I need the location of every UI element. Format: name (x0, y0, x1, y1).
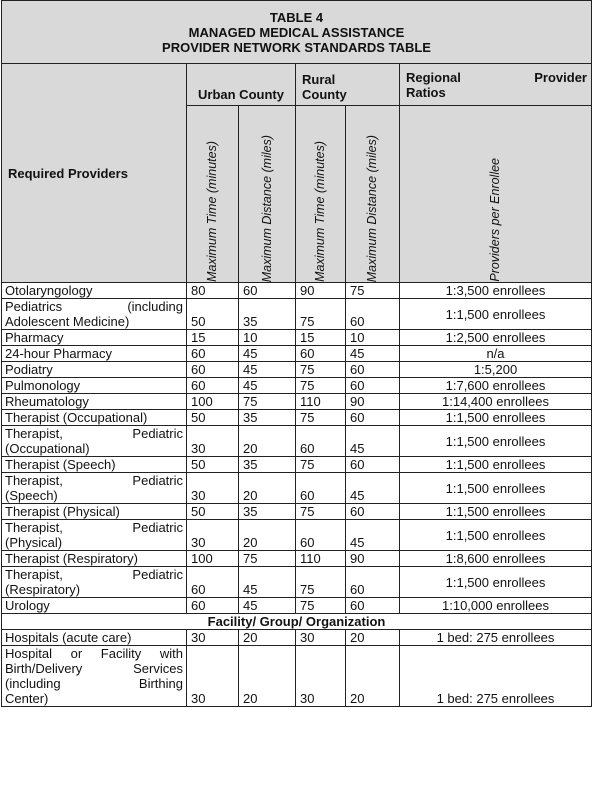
table-row (2, 520, 592, 551)
name-line: (Speech) (5, 488, 58, 503)
table-row (2, 283, 592, 299)
table-row (2, 551, 592, 567)
provider-ratio: 1:1,500 enrollees (400, 299, 592, 330)
urban-time: 30 (187, 520, 239, 551)
table-row (2, 346, 592, 362)
provider-name: Hospitals (acute care) (2, 630, 187, 646)
provider-ratio: 1:14,400 enrollees (400, 394, 592, 410)
providers-per-enrollee-header: Providers per Enrollee (400, 106, 592, 283)
rural-time: 75 (296, 410, 346, 426)
provider-ratio: 1:1,500 enrollees (400, 410, 592, 426)
urban-distance: 45 (239, 378, 296, 394)
rural-distance: 45 (346, 473, 400, 504)
provider-ratio: 1:7,600 enrollees (400, 378, 592, 394)
urban-time: 15 (187, 330, 239, 346)
provider-ratio: 1 bed: 275 enrollees (400, 630, 592, 646)
table-row (2, 457, 592, 473)
table-row (2, 299, 592, 330)
urban-time: 60 (187, 567, 239, 598)
urban-time: 30 (187, 473, 239, 504)
rural-distance: 45 (346, 426, 400, 457)
provider-name (2, 299, 187, 330)
provider-ratio: n/a (400, 346, 592, 362)
table-row (2, 330, 592, 346)
table-row (2, 504, 592, 520)
urban-distance: 75 (239, 551, 296, 567)
name-line: Center) (5, 691, 49, 706)
rural-time: 75 (296, 378, 346, 394)
rural-distance: 45 (346, 346, 400, 362)
rural-distance: 60 (346, 362, 400, 378)
provider-ratio: 1:1,500 enrollees (400, 457, 592, 473)
facility-section-header: Facility/ Group/ Organization (2, 614, 592, 630)
rural-time: 75 (296, 598, 346, 614)
rural-time: 75 (296, 457, 346, 473)
name-line: (Occupational) (5, 441, 90, 456)
name-line: Therapist, Pediatric (5, 520, 183, 535)
rural-time: 60 (296, 473, 346, 504)
urban-time: 30 (187, 426, 239, 457)
urban-county-header: Urban County (187, 64, 296, 106)
name-line: Adolescent Medicine) (5, 314, 130, 329)
name-line: Birth/Delivery Services (5, 661, 183, 676)
urban-max-distance-header: Maximum Distance (miles) (239, 106, 296, 283)
provider-ratio: 1:2,500 enrollees (400, 330, 592, 346)
table-row (2, 598, 592, 614)
rural-time: 60 (296, 346, 346, 362)
title-line-1: TABLE 4 (269, 9, 324, 25)
provider-label: Provider (534, 70, 587, 85)
provider-name: Therapist (Physical) (2, 504, 187, 520)
provider-name: Otolaryngology (2, 283, 187, 299)
urban-max-time-header: Maximum Time (minutes) (187, 106, 239, 283)
urban-distance: 10 (239, 330, 296, 346)
name-line: Therapist, Pediatric (5, 567, 183, 582)
rural-county-header (296, 64, 400, 106)
urban-time: 80 (187, 283, 239, 299)
rural-distance: 90 (346, 551, 400, 567)
table-row (2, 646, 592, 707)
urban-time: 50 (187, 504, 239, 520)
urban-time: 60 (187, 362, 239, 378)
provider-ratio: 1:8,600 enrollees (400, 551, 592, 567)
urban-distance: 20 (239, 630, 296, 646)
rural-time: 75 (296, 567, 346, 598)
urban-time: 100 (187, 551, 239, 567)
urban-time: 60 (187, 378, 239, 394)
rural-distance: 75 (346, 283, 400, 299)
title-line-2: MANAGED MEDICAL ASSISTANCE (188, 24, 405, 40)
rural-distance: 60 (346, 410, 400, 426)
name-line: (including Birthing (5, 676, 183, 691)
urban-distance: 75 (239, 394, 296, 410)
county-label: County (302, 87, 347, 102)
name-line: (Physical) (5, 535, 63, 550)
provider-ratio: 1:5,200 (400, 362, 592, 378)
table-row (2, 567, 592, 598)
urban-distance: 60 (239, 283, 296, 299)
table-row (2, 394, 592, 410)
rural-distance: 20 (346, 646, 400, 707)
table-row (2, 426, 592, 457)
provider-ratio: 1:1,500 enrollees (400, 504, 592, 520)
name-line: Therapist, Pediatric (5, 473, 183, 488)
provider-name: Urology (2, 598, 187, 614)
name-line: (Respiratory) (5, 582, 81, 597)
rural-time: 110 (296, 551, 346, 567)
provider-name: Therapist (Occupational) (2, 410, 187, 426)
table-title (2, 1, 592, 64)
provider-name (2, 520, 187, 551)
urban-distance: 35 (239, 410, 296, 426)
rural-time: 90 (296, 283, 346, 299)
provider-name: Rheumatology (2, 394, 187, 410)
urban-distance: 45 (239, 362, 296, 378)
provider-name: Pharmacy (2, 330, 187, 346)
rural-time: 60 (296, 426, 346, 457)
rural-max-distance-header: Maximum Distance (miles) (346, 106, 400, 283)
rural-distance: 10 (346, 330, 400, 346)
table-row (2, 410, 592, 426)
provider-ratio: 1:1,500 enrollees (400, 473, 592, 504)
table-row (2, 473, 592, 504)
provider-ratio: 1:10,000 enrollees (400, 598, 592, 614)
rural-distance: 45 (346, 520, 400, 551)
rural-distance: 60 (346, 457, 400, 473)
urban-time: 30 (187, 630, 239, 646)
rural-time: 75 (296, 362, 346, 378)
rural-time: 30 (296, 630, 346, 646)
urban-time: 50 (187, 457, 239, 473)
regional-label: Regional (406, 70, 461, 85)
rural-distance: 60 (346, 378, 400, 394)
rural-distance: 90 (346, 394, 400, 410)
rural-time: 15 (296, 330, 346, 346)
urban-time: 100 (187, 394, 239, 410)
urban-distance: 35 (239, 299, 296, 330)
urban-time: 50 (187, 299, 239, 330)
rural-distance: 60 (346, 598, 400, 614)
table-row (2, 362, 592, 378)
rural-max-time-header: Maximum Time (minutes) (296, 106, 346, 283)
rural-distance: 60 (346, 299, 400, 330)
urban-distance: 45 (239, 567, 296, 598)
urban-distance: 35 (239, 504, 296, 520)
urban-time: 50 (187, 410, 239, 426)
provider-name: Pulmonology (2, 378, 187, 394)
rural-distance: 60 (346, 567, 400, 598)
provider-ratio: 1:1,500 enrollees (400, 426, 592, 457)
provider-name (2, 567, 187, 598)
network-standards-table (1, 0, 592, 707)
title-line-3: PROVIDER NETWORK STANDARDS TABLE (162, 39, 431, 55)
regional-ratios-header (400, 64, 592, 106)
urban-time: 30 (187, 646, 239, 707)
provider-ratio: 1 bed: 275 enrollees (400, 646, 592, 707)
name-line: Therapist, Pediatric (5, 426, 183, 441)
table-row (2, 630, 592, 646)
rural-time: 75 (296, 504, 346, 520)
rural-time: 30 (296, 646, 346, 707)
urban-distance: 20 (239, 473, 296, 504)
provider-ratio: 1:3,500 enrollees (400, 283, 592, 299)
urban-time: 60 (187, 598, 239, 614)
name-line: Hospital or Facility with (5, 646, 183, 661)
provider-name: Therapist (Speech) (2, 457, 187, 473)
urban-distance: 20 (239, 646, 296, 707)
rural-time: 60 (296, 520, 346, 551)
urban-distance: 45 (239, 598, 296, 614)
urban-distance: 20 (239, 520, 296, 551)
urban-distance: 45 (239, 346, 296, 362)
rural-distance: 20 (346, 630, 400, 646)
provider-ratio: 1:1,500 enrollees (400, 567, 592, 598)
table-row (2, 378, 592, 394)
urban-time: 60 (187, 346, 239, 362)
required-providers-header: Required Providers (2, 64, 187, 283)
provider-name (2, 473, 187, 504)
provider-name (2, 426, 187, 457)
rural-distance: 60 (346, 504, 400, 520)
urban-distance: 20 (239, 426, 296, 457)
ratios-label: Ratios (406, 85, 446, 100)
provider-name (2, 646, 187, 707)
rural-time: 75 (296, 299, 346, 330)
provider-name: Therapist (Respiratory) (2, 551, 187, 567)
urban-distance: 35 (239, 457, 296, 473)
provider-name: 24-hour Pharmacy (2, 346, 187, 362)
rural-time: 110 (296, 394, 346, 410)
rural-label: Rural (302, 72, 336, 87)
provider-name: Podiatry (2, 362, 187, 378)
provider-ratio: 1:1,500 enrollees (400, 520, 592, 551)
name-line: Pediatrics (including (5, 299, 183, 314)
